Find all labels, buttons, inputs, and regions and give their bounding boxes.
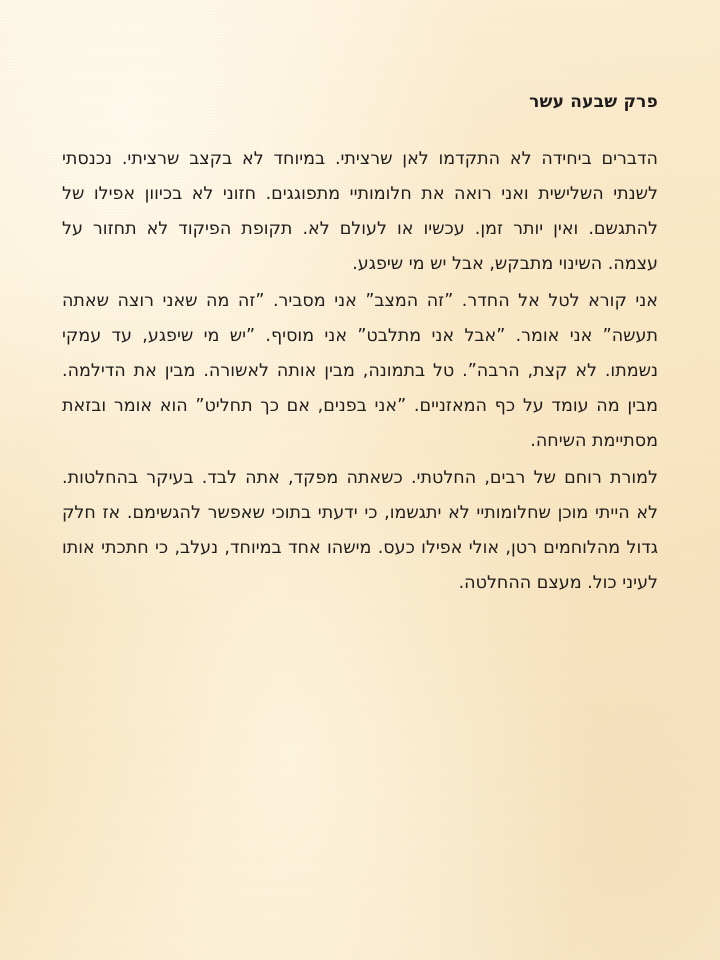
paragraph: אני קורא לטל אל החדר. ”זה המצב” אני מסביר. ”זה מה שאני רוצה שאתה תעשה” אני אומר. ”אבל אני מתלבט” אני מוסיף. ”יש מי שיפגע, עד עמקי נשמתו. לא קצת, הרבה”. טל בתמונה, מבין אותה לאשורה. מבין את הדילמה. מבין מה עומד על כף המאזניים. ”אני בפנים, אם כך תחליט” הוא אומר ובזאת מסתיימת השיחה. xyxy=(62,291,658,451)
paragraph: הדברים ביחידה לא התקדמו לאן שרציתי. במיוחד לא בקצב שרציתי. נכנסתי לשנתי השלישית ואני רואה את חלומותיי מתפוגגים. חזוני לא בכיוון אפילו של להתגשם. ואין יותר זמן. עכשיו או לעולם לא. תקופת הפיקוד לא תחזור על עצמה. השינוי מתבקש, אבל יש מי שיפגע. xyxy=(62,149,658,274)
paragraph: למורת רוחם של רבים, החלטתי. כשאתה מפקד, אתה לבד. בעיקר בהחלטות. לא הייתי מוכן שחלומותיי לא יתגשמו, כי ידעתי בתוכי שאפשר להגשימם. אז חלק גדול מהלוחמים רטן, אולי אפילו כעס. מישהו אחד במיוחד, נעלב, כי חתכתי אותו לעיני כול. מעצם ההחלטה. xyxy=(62,468,658,593)
body-text xyxy=(62,142,658,601)
chapter-title: פרק שבעה עשר xyxy=(529,92,658,112)
